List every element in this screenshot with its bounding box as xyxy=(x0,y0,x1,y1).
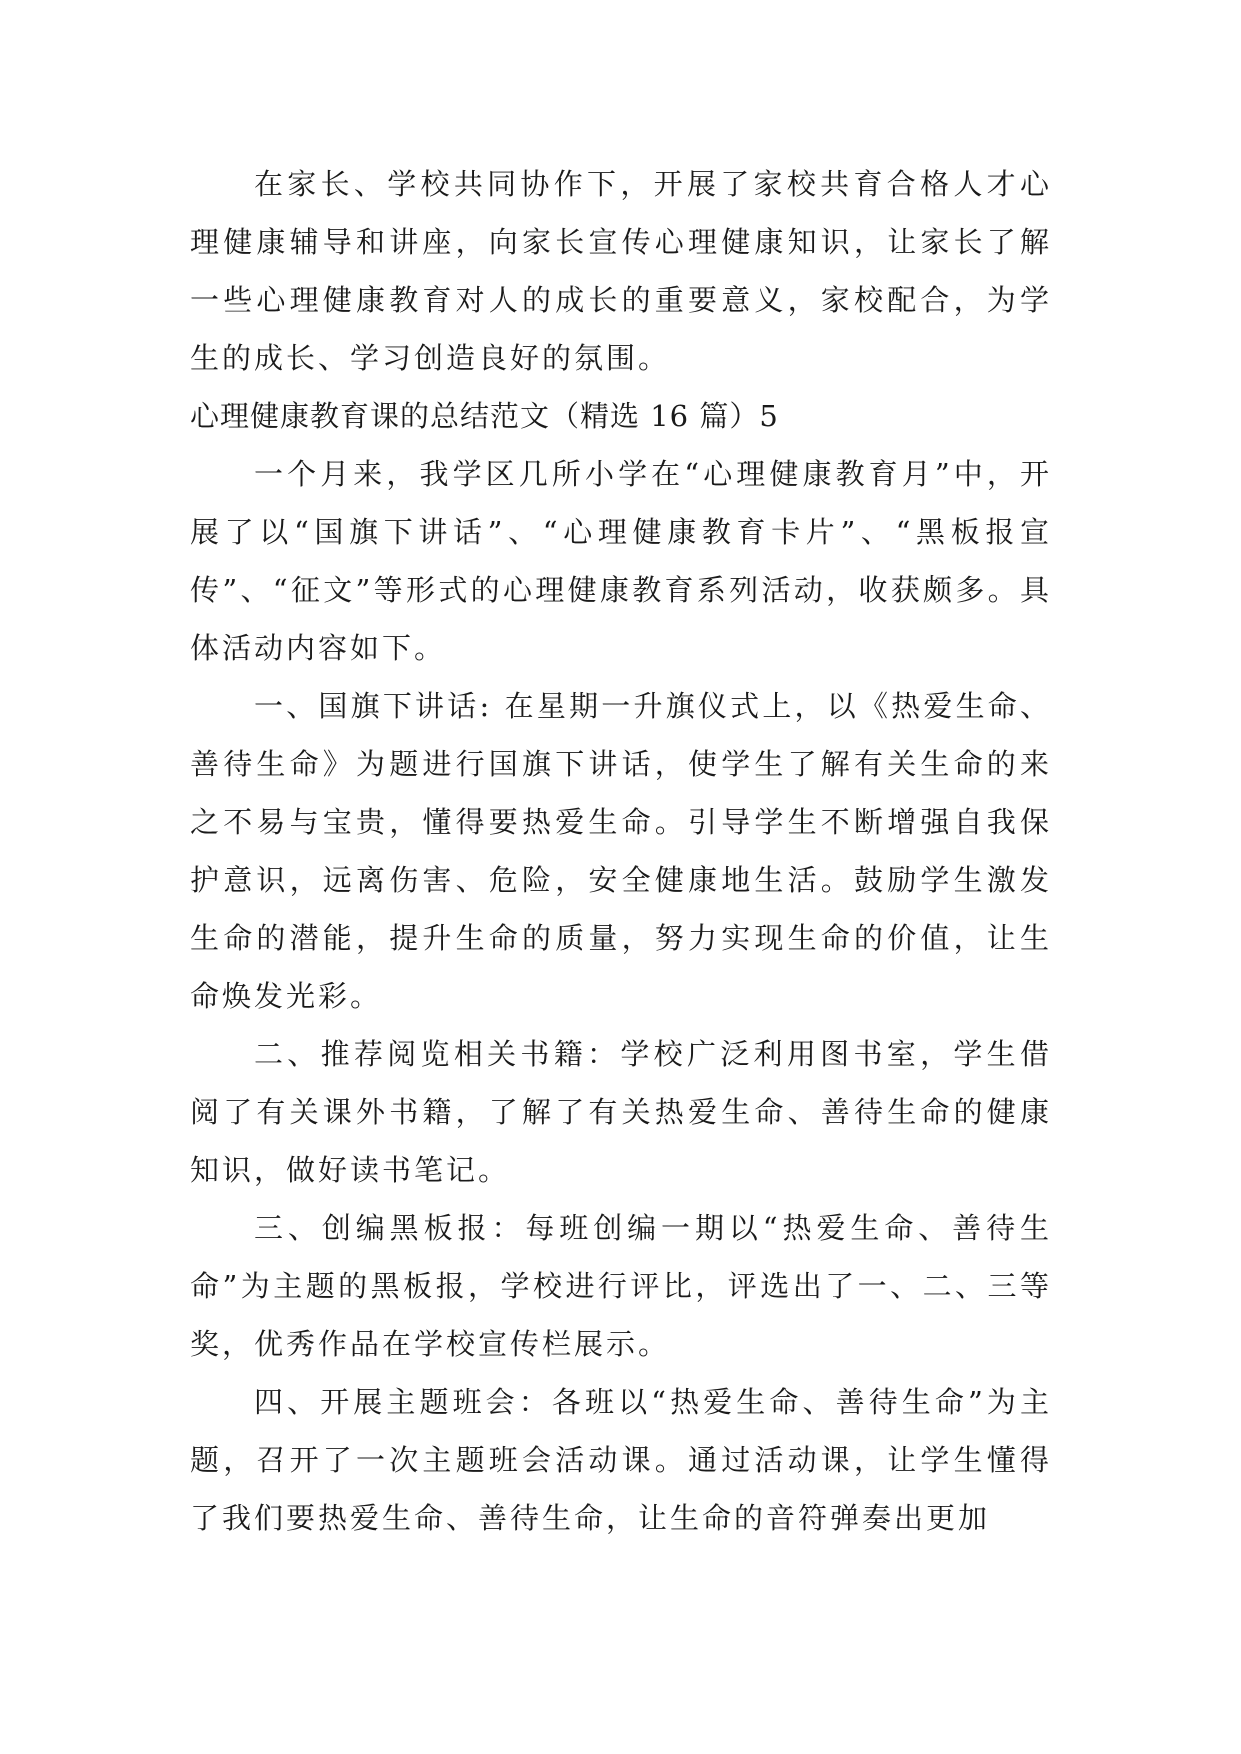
paragraph-recommended-reading: 二、推荐阅览相关书籍：学校广泛利用图书室，学生借阅了有关课外书籍，了解了有关热爱生命、善待生命的健康知识，做好读书笔记。 xyxy=(190,1037,1052,1187)
section-heading: 心理健康教育课的总结范文（精选 16 篇）5 xyxy=(190,399,779,433)
paragraph-theme-class-meeting: 四、开展主题班会：各班以“热爱生命、善待生命”为主题，召开了一次主题班会活动课。通过活动课，让学生懂得了我们要热爱生命、善待生命，让生命的音符弹奏出更加 xyxy=(190,1385,1052,1535)
paragraph-blackboard-newspaper: 三、创编黑板报：每班创编一期以“热爱生命、善待生命”为主题的黑板报，学校进行评比，评选出了一、二、三等奖，优秀作品在学校宣传栏展示。 xyxy=(190,1211,1052,1361)
paragraph-flag-speech: 一、国旗下讲话: 在星期一升旗仪式上，以《热爱生命、善待生命》为题进行国旗下讲话，使学生了解有关生命的来之不易与宝贵，懂得要热爱生命。引导学生不断增强自我保护意识，远离伤害、危险，安全健康地生活。鼓励学生激发生命的潜能，提升生命的质量，努力实现生命的价值，让生命焕发光彩。 xyxy=(190,689,1052,1013)
paragraph-activity-month-intro: 一个月来，我学区几所小学在“心理健康教育月”中，开展了以“国旗下讲话”、“心理健康教育卡片”、“黑板报宣传”、“征文”等形式的心理健康教育系列活动，收获颇多。具体活动内容如下。 xyxy=(190,457,1052,665)
paragraph-home-school-cooperation: 在家长、学校共同协作下，开展了家校共育合格人才心理健康辅导和讲座，向家长宣传心理健康知识，让家长了解一些心理健康教育对人的成长的重要意义，家校配合，为学生的成长、学习创造良好的氛围。 xyxy=(190,167,1052,375)
document-body xyxy=(190,155,1052,1547)
